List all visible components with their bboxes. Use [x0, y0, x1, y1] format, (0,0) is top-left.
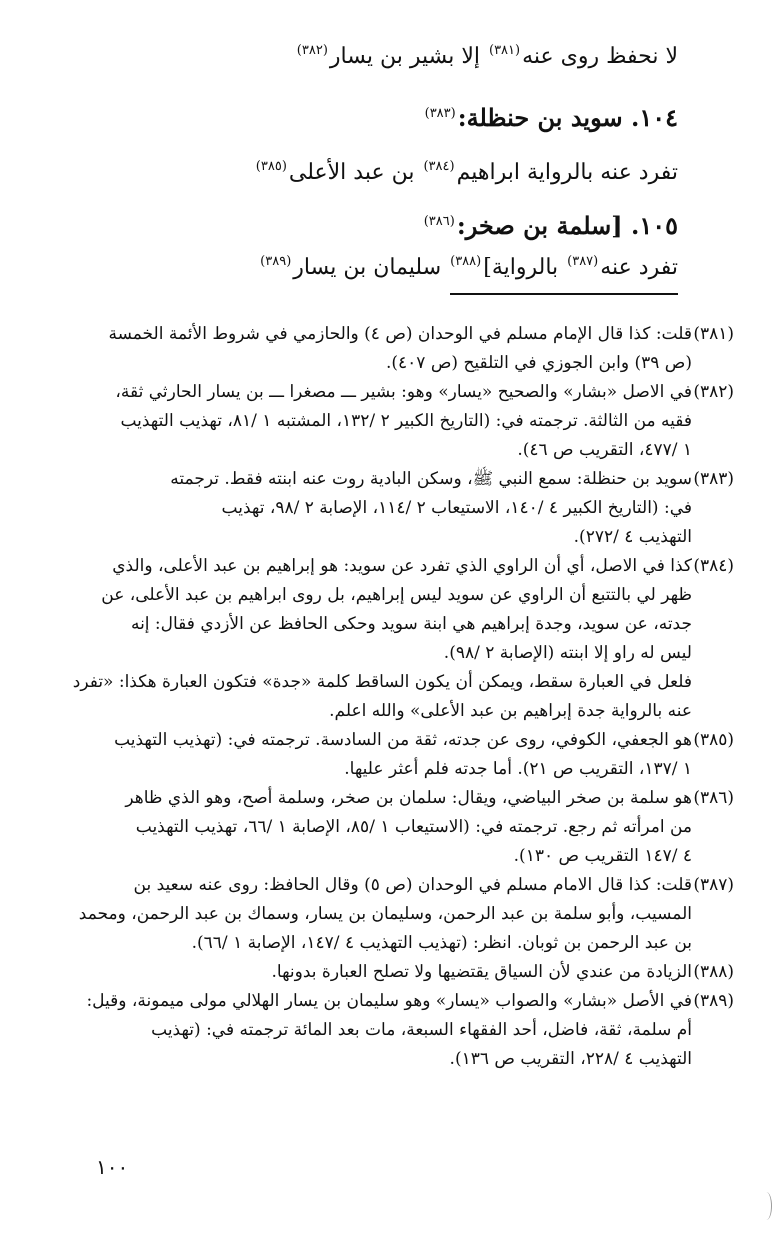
footnote	[60, 726, 734, 784]
footnote-reference[interactable]: (٣٨٢)	[296, 43, 328, 58]
footnote	[60, 320, 734, 378]
main-line	[60, 211, 678, 246]
footnote	[60, 465, 734, 552]
footnote-continuation	[60, 668, 734, 726]
footnote-line: فلعل في العبارة سقط، ويمكن أن يكون الساقط كلمة «جدة» فتكون العبارة هكذا: «تفرد	[72, 672, 692, 692]
footnote	[60, 871, 734, 958]
main-line-text: إلا بشير بن يسار	[329, 44, 487, 69]
footnote-number: (٣٨٤)	[693, 556, 734, 576]
footnote-reference[interactable]: (٣٨٤)	[423, 159, 455, 174]
footnote-number: (٣٨٣)	[693, 469, 734, 489]
footnote	[60, 378, 734, 465]
page-number: ١٠٠	[96, 1155, 129, 1179]
footnote-line: بن عبد الرحمن بن ثوبان. انظر: (تهذيب التهذيب ٤ /١٤٧، الإصابة ١ /٦٦).	[191, 933, 692, 953]
main-line	[60, 253, 678, 286]
footnote-line: ١ /١٣٧، التقريب ص ٢١). أما جدته فلم أعثر عليها.	[344, 759, 692, 779]
footnote-line: المسيب، وأبو سلمة بن عبد الرحمن، وسليمان بن يسار، وسماك بن عبد الرحمن، ومحمد	[78, 904, 692, 924]
main-line-text: تفرد عنه بالرواية ابراهيم	[456, 160, 678, 185]
footnote-reference[interactable]: (٣٨٧)	[567, 254, 599, 269]
footnote-line: ليس له راو إلا ابنته (الإصابة ٢ /٩٨).	[443, 643, 692, 663]
footnote	[60, 784, 734, 871]
footnote-line: قلت: كذا قال الإمام مسلم في الوحدان (ص ٤) والحازمي في شروط الأئمة الخمسة	[108, 324, 692, 344]
main-line-text: ١٠٤. سويد بن حنظلة:	[457, 103, 678, 132]
main-line-text: سليمان بن يسار	[293, 255, 449, 280]
footnote-line: في الأصل «بشار» والصواب «يسار» وهو سليمان بن يسار الهلالي مولى ميمونة، وقيل:	[86, 991, 692, 1011]
footnote-line: فقيه من الثالثة. ترجمته في: (التاريخ الكبير ٢ /١٣٢، المشتبه ١ /٨١، تهذيب التهذيب	[120, 411, 692, 431]
footnote-line: ١ /٤٧٧، التقريب ص ٤٦).	[517, 440, 692, 460]
footnote-reference[interactable]: (٣٨٩)	[260, 254, 292, 269]
footnote-line: أم سلمة، ثقة، فاضل، أحد الفقهاء السبعة، مات بعد المائة ترجمته في: (تهذيب	[151, 1020, 692, 1040]
footnote-line: التهذيب ٤ /٢٧٢).	[573, 527, 692, 547]
footnote-reference[interactable]: (٣٨١)	[489, 43, 521, 58]
footnote-number: (٣٨٩)	[693, 991, 734, 1011]
main-line	[60, 158, 678, 191]
footnote-number: (٣٨٦)	[693, 788, 734, 808]
footnote-line: في الاصل «بشار» والصحيح «يسار» وهو: بشير ـــ مصغرا ـــ بن يسار الحارثي ثقة،	[115, 382, 692, 402]
footnote	[60, 552, 734, 668]
footnote-divider	[450, 293, 678, 295]
main-line-text: بن عبد الأعلى	[288, 160, 422, 185]
main-line-text: تفرد عنه	[600, 255, 678, 280]
footnote-line: (ص ٣٩) وابن الجوزي في التلقيح (ص ٤٠٧).	[386, 353, 692, 373]
footnote-line: ظهر لي بالتتبع أن الراوي عن سويد ليس إبراهيم، بل روى ابراهيم بن عبد الأعلى، عن	[101, 585, 692, 605]
scan-edge-mark	[761, 1192, 772, 1220]
main-line-text: لا نحفظ روى عنه	[522, 44, 678, 69]
footnote-line: سويد بن حنظلة: سمع النبي ﷺ، وسكن البادية روت عنه ابنته فقط. ترجمته	[170, 469, 692, 489]
footnote-reference[interactable]: (٣٨٣)	[424, 106, 456, 121]
footnote-reference[interactable]: (٣٨٥)	[255, 159, 287, 174]
footnote-line: في: (التاريخ الكبير ٤ /١٤٠، الاستيعاب ٢ /١١٤، الإصابة ٢ /٩٨، تهذيب	[221, 498, 692, 518]
footnote-line: قلت: كذا قال الامام مسلم في الوحدان (ص ٥) وقال الحافظ: روى عنه سعيد بن	[133, 875, 692, 895]
footnote	[60, 958, 734, 987]
footnote-line: من امرأته ثم رجع. ترجمته في: (الاستيعاب ١ /٨٥، الإصابة ١ /٦٦، تهذيب التهذيب	[135, 817, 692, 837]
footnote-number: (٣٨١)	[693, 324, 734, 344]
footnote-line: الزيادة من عندي لأن السياق يقتضيها ولا تصلح العبارة بدونها.	[271, 962, 692, 982]
footnote-line: جدته، عن سويد، وجدة إبراهيم هي ابنة سويد وحكى الحافظ عن الأزدي فقال: إنه	[130, 614, 692, 634]
footnote	[60, 987, 734, 1074]
footnote-number: (٣٨٨)	[693, 962, 734, 982]
footnote-line: كذا في الاصل، أي أن الراوي الذي تفرد عن سويد: هو إبراهيم بن عبد الأعلى، والذي	[112, 556, 692, 576]
footnote-reference[interactable]: (٣٨٦)	[423, 214, 455, 229]
main-line	[60, 103, 678, 138]
footnote-line: ٤ /١٤٧ التقريب ص ١٣٠).	[513, 846, 692, 866]
footnote-line: هو سلمة بن صخر البياضي، ويقال: سلمان بن صخر، وسلمة أصح، وهو الذي ظاهر	[125, 788, 692, 808]
footnote-line: التهذيب ٤ /٢٢٨، التقريب ص ١٣٦).	[449, 1049, 692, 1069]
footnote-number: (٣٨٧)	[693, 875, 734, 895]
footnote-number: (٣٨٥)	[693, 730, 734, 750]
footnotes-section	[60, 320, 734, 1074]
footnote-line: هو الجعفي، الكوفي، روى عن جدته، ثقة من السادسة. ترجمته في: (تهذيب التهذيب	[114, 730, 692, 750]
main-line-text: بالرواية]	[483, 255, 566, 280]
footnote-reference[interactable]: (٣٨٨)	[450, 254, 482, 269]
main-line-text: ١٠٥. [سلمة بن صخر:	[456, 211, 678, 240]
footnote-number: (٣٨٢)	[693, 382, 734, 402]
footnote-line: عنه بالرواية جدة إبراهيم بن عبد الأعلى» والله اعلم.	[329, 701, 692, 721]
main-line	[60, 42, 678, 75]
